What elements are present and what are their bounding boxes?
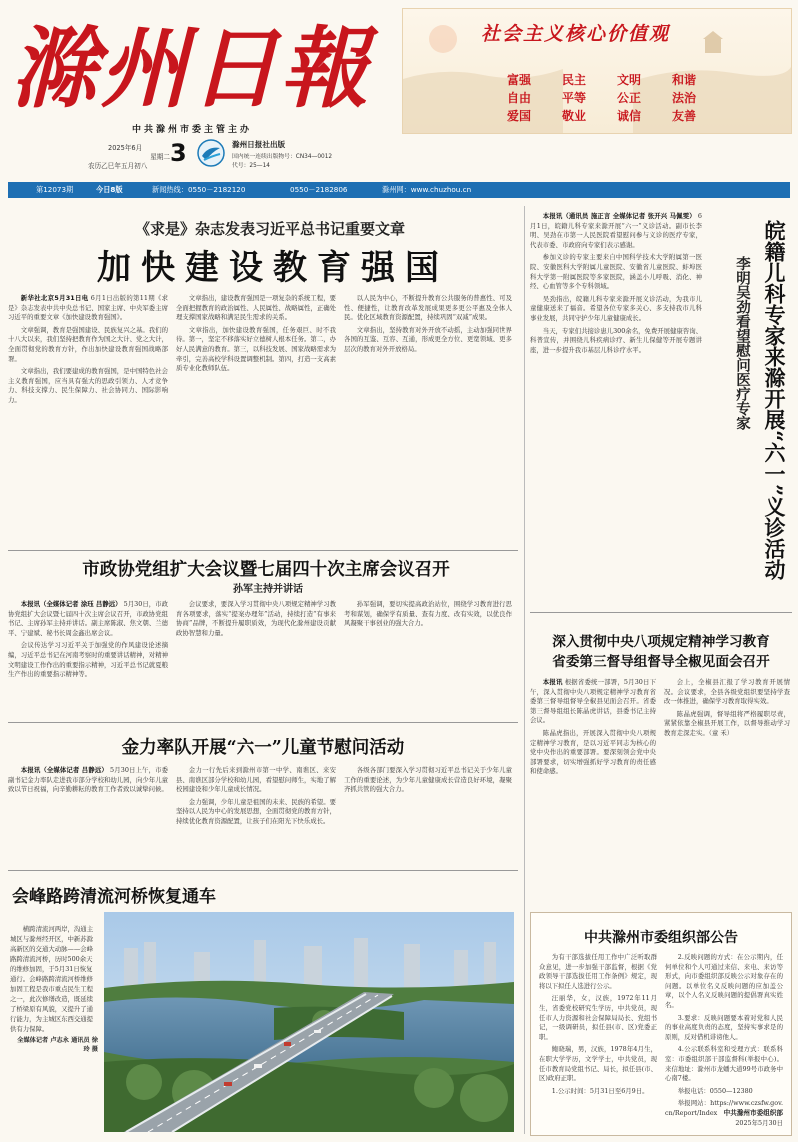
value-item: 富强 — [507, 73, 532, 87]
article-inspection — [530, 618, 792, 902]
article3-para: 金力一行先后来到滁州市第一中学、南谯区、来安县、南谯区部分学校和幼儿园，看望慰问师生，实地了解校园建设和少年儿童成长情况。 — [176, 766, 336, 794]
article2-headline: 市政协党组扩大会议暨七届四十次主席会议召开 — [82, 560, 450, 580]
masthead-supervisor: 中共滁州市委主管主办 — [132, 125, 253, 135]
page-count: 今日8版 — [96, 185, 123, 194]
divider — [8, 870, 518, 871]
article1-kicker: 《求是》杂志发表习近平总书记重要文章 — [134, 220, 405, 238]
article5-para: 陈晶虎强调，督导组将严格履职尽责，紧紧依靠全椒县开展工作，以督导推动学习教育走深走实。（童 禾） — [664, 709, 790, 737]
bridge-headline: 会峰路跨清流河桥恢复通车 — [12, 887, 216, 907]
divider — [8, 722, 518, 723]
publisher: 滁州日报社出版 — [232, 140, 286, 149]
article5-para: 陈晶虎指出，开展深入贯彻中央八项规定精神学习教育，是以习近平同志为核心的党中央作出的重要部署。要深刻领会党中央部署要求，切实增强抓好学习教育的责任感和使命感。 — [530, 728, 656, 776]
notice-para: 汪丽华，女，汉族，1972年11月生，省委党校研究生学历，中共党员，现任市人力资源和社会保障局局长、党组书记，一级调研员，拟任县(市、区)党委正职。 — [539, 994, 657, 1041]
cn-number: 国内统一连续出版物号：CN34—0012 — [232, 154, 333, 160]
article1-headline: 加快建设教育强国 — [97, 248, 449, 288]
article5-col2 — [664, 678, 790, 900]
article4-body — [530, 212, 702, 602]
article1-para: 文章指出，建设教育强国是一项复杂的系统工程，要全面把握教育的政治属性、人民属性、战略属性，正确处理支撑国家战略和满足民生需求的关系。 — [176, 294, 336, 322]
value-item: 友善 — [672, 109, 697, 123]
article4-subhead: 李明吴劲看望慰问医疗专家 — [734, 256, 751, 430]
article1-para: 6月1日出版的第11期《求是》杂志发表中共中央总书记、国家主席、中央军委主席习近平的重要文章《加快建设教育强国》。 — [8, 294, 168, 322]
value-item: 敬业 — [562, 109, 587, 123]
article3-byline: 本报讯（全媒体记者 吕静远） — [20, 766, 108, 774]
column-rule — [524, 206, 525, 1134]
postal-code: 代号：25—14 — [232, 163, 270, 169]
info-bar — [8, 182, 790, 198]
article1-col3 — [344, 294, 512, 542]
value-item: 诚信 — [617, 109, 642, 123]
article4-para: 当天，专家们共接诊患儿300余名，免费开展健康咨询、科普宣传，并围绕儿科疾病诊疗、新生儿保健等开展专题讲座，进一步提升我市基层儿科诊疗水平。 — [530, 326, 702, 354]
article2-para: 孙军强调，要切实提高政治站位，围绕学习教育进行思考和谋划，确保学有质量、查有力度、改有实效，以优良作风凝聚干事创业的强大合力。 — [344, 600, 512, 628]
notice-para: 4.公示联系科室和受理方式：联系科室：市委组织部干部监督科(举报中心)。来信地址：滁州市龙蟠大道99号市政务中心南7楼。 — [665, 1045, 783, 1083]
article-childrens-day — [8, 730, 518, 866]
article1-para: 文章强调，教育是强国建设、民族复兴之基。我们的十八大以来，我们坚持把教育作为国之大计、党之大计，全面贯彻党的教育方针，作出加快建设教育强国战略部署。 — [8, 325, 168, 363]
article3-para: 各级各部门要深入学习贯彻习近平总书记关于少年儿童工作的重要论述，为少年儿童健康成长营造良好环境，凝聚齐抓共管的强大合力。 — [344, 766, 512, 794]
masthead-title: 滁州日報 — [10, 16, 371, 120]
core-values-banner — [402, 8, 792, 134]
article2-para: 5月30日，市政协党组扩大会议暨七届四十次主席会议召开，市政协党组书记、主席孙军主持并讲话。副主席陈淑、焦文朝、兰德平、宁建斌、秘书长周金鑫出席会议。 — [8, 600, 168, 637]
article2-subhead: 孙军主持并讲话 — [233, 584, 303, 595]
bridge-caption-box — [10, 924, 98, 1130]
article1-col1 — [8, 294, 168, 542]
article1-para: 文章指出，加快建设教育强国，任务艰巨、时不我待。第一，坚定不移落实好立德树人根本任务。第二，办好人民满意的教育。第三，以科技发展、国家战略需求为牵引，完善高校学科设置调整机制。第四，打造一支高素质专业化教师队伍。 — [176, 325, 336, 373]
article-pediatric-clinic — [530, 206, 792, 606]
notice-para: 鲍晓瑞，男，汉族，1978年4月生，在职大学学历，文学学士，中共党员，现任市教育局党组书记、局长，拟任县(市、区)政府正职。 — [539, 1045, 657, 1083]
notice-para: 举报网站：https://www.czsfw.gov.cn/Report/Index — [665, 1099, 783, 1117]
article3-headline: 金力率队开展“六一”儿童节慰问活动 — [121, 738, 405, 758]
article2-para: 会议要求，要深入学习贯彻中央八项规定精神学习教育各项要求，落实“提案办理年”活动，持续打造“有事来协商”品牌，不断提升履职质效，为现代化滁州建设贡献政协智慧和力量。 — [176, 600, 336, 637]
article1-col2 — [176, 294, 336, 542]
article3-col2 — [176, 766, 336, 862]
article5-subhead: 省委第三督导组督导全椒见面会召开 — [552, 654, 770, 670]
notice-para: 2.反映问题的方式：在公示期内，任何单位和个人可通过来信、来电、来访等形式，向市委组织部反映公示对象存在的问题。以单位名义反映问题的应加盖公章，以个人名义反映问题的提倡署真实姓名。 — [665, 953, 783, 1009]
press-logo — [196, 138, 226, 168]
news-hotline: 新闻热线：0550－2182120 — [152, 185, 246, 194]
article2-col2 — [176, 600, 336, 716]
notice-signature: 中共滁州市委组织部 — [723, 1109, 783, 1117]
divider — [8, 550, 518, 551]
notice-para: 3.要求：反映问题要本着对党和人民的事业高度负责的态度，坚持实事求是的原则，反对借机诽谤他人。 — [665, 1013, 783, 1041]
article5-para: 会上，全椒县汇报了学习教育开展情况。会议要求，全县各级党组织要坚持学查改一体推进，确保学习教育取得实效。 — [664, 678, 790, 706]
article1-para: 文章指出，坚持教育对外开放不动摇，主动加强同世界各国的互鉴、互容、互通，形成更全方位、更宽领域、更多层次的教育对外开放格局。 — [344, 325, 512, 353]
value-item: 文明 — [617, 73, 642, 87]
notice-col1 — [539, 953, 657, 1131]
value-item: 爱国 — [507, 109, 532, 123]
public-notice — [530, 912, 792, 1136]
core-values-grid — [507, 71, 727, 125]
article4-para: 参加义诊的专家主要来自中国科学技术大学附属第一医院、安徽医科大学附属儿童医院、安徽省儿童医院、蚌埠医科大学第一附属医院等多家医院，涵盖小儿呼吸、消化、神经、心血管等多个专科领域。 — [530, 253, 702, 291]
article5-col1 — [530, 678, 656, 900]
issue-number: 第12073期 — [36, 185, 74, 194]
bridge-caption: 横跨清流河两岸，沟通主城区与滁州经开区，中新苏滁高新区的交通大动脉——会峰路跨清流河桥，历时500余天的维修加固，于5月31日恢复通行。会峰路跨清流河桥维修加固工程是我市重点民生工程之一，此次修缮改造，既延续了桥梁原有风貌，又提升了通行能力，为主城区东西交通提供有力保障。 — [10, 925, 94, 1033]
core-values-title: 社会主义核心价值观 — [481, 23, 671, 45]
notice-para: 举报电话：0550—12380 — [677, 1086, 753, 1095]
article3-para: 金力强调，少年儿童是祖国的未来、民族的希望。要坚持以人民为中心的发展思想，全面贯彻党的教育方针，持续优化教育资源配置，让孩子们在阳光下快乐成长。 — [176, 797, 336, 825]
article4-byline: 本报讯（通讯员 施正言 全媒体记者 张开兴 马佩雯） — [542, 212, 696, 220]
article2-col1 — [8, 600, 168, 716]
notice-date: 2025年5月30日 — [735, 1119, 783, 1127]
article4-headline: 皖籍儿科专家来滁开展“六一”义诊活动 — [762, 220, 787, 581]
article2-col3 — [344, 600, 512, 716]
article5-para: 根据省委统一部署，5月30日下午，深入贯彻中央八项规定精神学习教育省委第三督导组督导全椒县见面会召开。省委第三督导组组长陈晶虎讲话，县委书记主持会议。 — [530, 678, 656, 725]
date-weekday: 星期二 — [150, 153, 170, 161]
value-item: 法治 — [672, 91, 697, 105]
value-item: 自由 — [507, 91, 532, 105]
article5-headline: 深入贯彻中央八项规定精神学习教育 — [552, 634, 770, 650]
article3-para: 5月30日上午，市委副书记金力率队走进我市部分学校和幼儿园，向少年儿童致以节日祝福，向辛勤耕耘的教育工作者致以诚挚问候。 — [8, 766, 168, 794]
ad-line: 0550－2182806 — [290, 185, 348, 194]
notice-para: 为有干部选拔任用工作中广泛听取群众意见，进一步加强干部监督，根据《党政领导干部选拔任用工作条例》规定，现将以下拟任人选进行公示。 — [539, 953, 657, 990]
article-education — [8, 206, 518, 546]
article5-byline: 本报讯 — [542, 678, 563, 686]
article3-col1 — [8, 766, 168, 862]
notice-title: 中共滁州市委组织部公告 — [584, 930, 738, 946]
article-cppcc — [8, 556, 518, 718]
date-day: 3 — [170, 139, 187, 167]
article2-byline: 本报讯（全媒体记者 涂珏 吕静远） — [20, 600, 122, 608]
masthead — [0, 0, 798, 194]
notice-para: 1.公示时间：5月31日至6月9日。 — [551, 1086, 649, 1095]
article1-para: 以人民为中心，不断提升教育公共服务的普惠性、可及性、便捷性，让教育改革发展成果更多更公平惠及全体人民。优化区域教育资源配置，持续巩固“双减”成果。 — [344, 294, 512, 322]
date-lunar: 农历乙巳年五月初八 — [88, 162, 148, 170]
date-year-month: 2025年6月 — [108, 144, 143, 152]
value-item: 民主 — [562, 73, 587, 87]
value-item: 平等 — [562, 91, 587, 105]
article4-para: 6月1日，皖籍儿科专家来滁开展“六一”义诊活动。副市长李明、吴劲在市第一人民医院看望慰问参与义诊的医疗专家，代表市委、市政府向专家们表示感谢。 — [530, 212, 702, 249]
bridge-photo — [104, 912, 514, 1132]
value-item: 和谐 — [672, 73, 697, 87]
divider — [530, 612, 792, 613]
bridge-story — [8, 876, 518, 1134]
article4-para: 吴劲指出，皖籍儿科专家来滁开展义诊活动，为我市儿童健康送来了福音。希望各位专家多关心、多支持我市儿科事业发展，共同守护少年儿童健康成长。 — [530, 294, 702, 322]
article3-col3 — [344, 766, 512, 862]
article1-dateline: 新华社北京5月31日电 — [20, 294, 89, 302]
value-item: 公正 — [617, 91, 642, 105]
article2-para: 会议传达学习习近平关于加强党的作风建设论述摘编，习近平总书记在河南考察时的重要讲话精神，对精神文明建设工作作出的重要指示精神，习近平总书记就夏粮生产作出的重要指示精神等。 — [8, 641, 168, 679]
website: 滁州网：www.chuzhou.cn — [382, 185, 472, 194]
article1-para: 文章指出，我们要建成的教育强国，是中国特色社会主义教育强国，应当具有强大的思政引领力、人才竞争力、科技支撑力、民生保障力、社会协同力、国际影响力。 — [8, 367, 168, 404]
bridge-credit: 全媒体记者 卢志永 通讯员 徐 玲 摄 — [17, 1037, 98, 1053]
